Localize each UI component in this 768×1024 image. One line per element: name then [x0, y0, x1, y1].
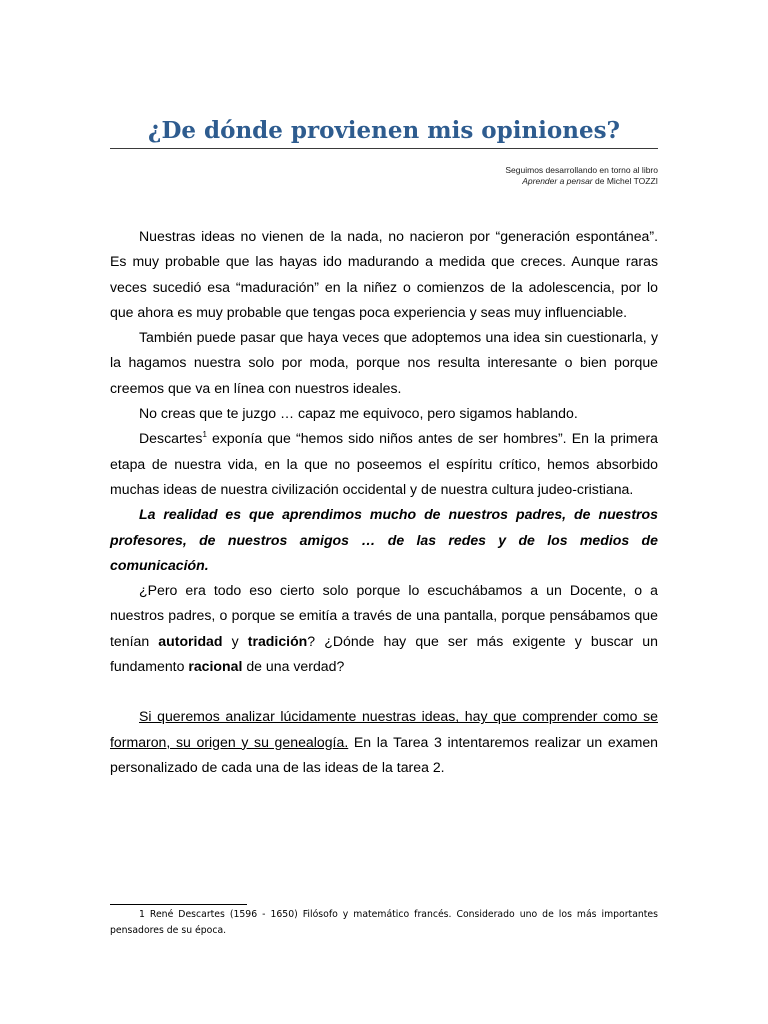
paragraph-7-rest: En la Tarea 3 intentaremos realizar un examen personalizado de cada una de las ideas de la tarea 2. [110, 733, 658, 775]
book-author: de Michel TOZZI [592, 176, 658, 186]
descartes-text: Descartes [139, 430, 203, 447]
subtitle-book-line [258, 176, 658, 187]
page-title: ¿De dónde provienen mis opiniones? [147, 117, 621, 144]
keyword-racional: racional [188, 658, 243, 675]
footnote-divider [110, 904, 247, 905]
paragraph-7 [110, 704, 658, 780]
paragraph-6-text: ¿Pero era todo eso cierto solo porque lo escuchábamos a un Docente, o a nuestros padres, o porque se emitía a través de una pantalla, porque pensábamos que tenían [110, 582, 658, 649]
keyword-autoridad: autoridad [158, 632, 223, 649]
paragraph-4 [110, 426, 658, 502]
paragraph-4-rest: exponía que “hemos sido niños antes de ser hombres”. En la primera etapa de nuestra vida, en la que no poseemos el espíritu crítico, hemos absorbido muchas ideas de nuestra civilización occidental y de nuestra cultura judeo-cristiana. [110, 430, 658, 497]
footnote-ref[interactable]: 1 [202, 430, 207, 440]
paragraph-6 [110, 578, 658, 679]
book-title: Aprender a pensar [522, 176, 593, 186]
paragraph-6-text: y [222, 632, 248, 649]
paragraph-3: No creas que te juzgo … capaz me equivoco, pero sigamos hablando. [139, 405, 578, 422]
title-divider [110, 148, 658, 149]
paragraph-5-emphasis [110, 502, 658, 578]
footnote: 1 René Descartes (1596 - 1650) Filósofo y matemático francés. Considerado uno de los más importantes pensadores de su época. [110, 909, 658, 936]
keyword-tradicion: tradición [247, 632, 308, 649]
underlined-text: Si queremos analizar lúcidamente nuestras ideas, hay que comprender como se formaron, su origen y su genealogía. [110, 708, 658, 750]
paragraph-6-text: de una verdad? [242, 658, 345, 675]
paragraph-2: También puede pasar que haya veces que adoptemos una idea sin cuestionarla, y la hagamos nuestra solo por moda, porque nos resulta interesante o bien porque creemos que va en línea con nuestros ideales. [110, 329, 658, 396]
subtitle-line: Seguimos desarrollando en torno al libro [505, 165, 658, 175]
paragraph-6-text: ? ¿Dónde hay que ser más exigente y buscar un fundamento [110, 632, 658, 675]
paragraph-1: Nuestras ideas no vienen de la nada, no nacieron por “generación espontánea”. Es muy probable que las hayas ido madurando a medida que creces. Aunque raras veces sucedió esa “maduración” en la niñez o comienzos de la adolescencia, por lo que ahora es muy probable que tengas poca experiencia y seas muy influenciable. [110, 228, 658, 320]
subtitle-block [258, 165, 658, 187]
document-body [110, 224, 658, 780]
emphasis-text: La realidad es que aprendimos mucho de nuestros padres, de nuestros profesores, de nuestros amigos … de las redes y de los medios de comunicación. [110, 506, 658, 573]
